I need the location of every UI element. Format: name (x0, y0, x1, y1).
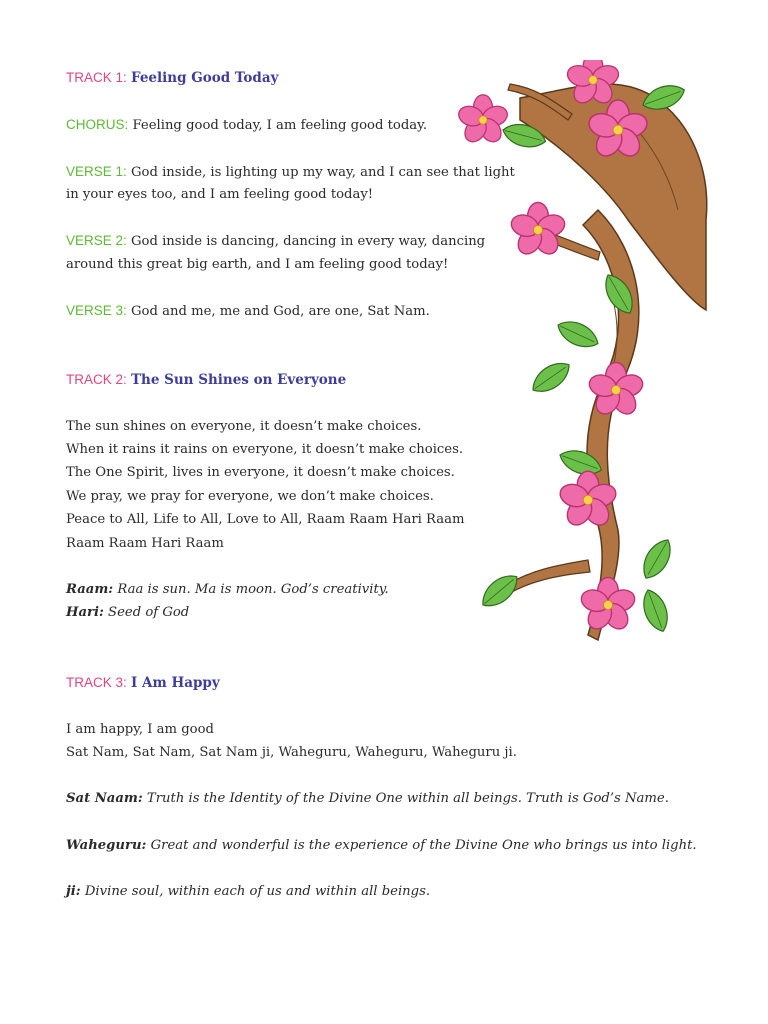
verse2-text1: God inside is dancing, dancing in every way, dancing (130, 234, 486, 249)
track2-lyric-line: Raam Raam Hari Raam (66, 536, 224, 551)
gloss-waheguru (66, 837, 697, 855)
chorus-line (66, 116, 427, 135)
gloss-raam (66, 581, 389, 599)
gloss-definition: Great and wonderful is the experience of the Divine One who brings us into light. (150, 838, 697, 853)
gloss-term: Waheguru: (66, 838, 147, 853)
verse2-line1 (66, 232, 485, 251)
track2-lyric-line: Peace to All, Life to All, Love to All, Raam Raam Hari Raam (66, 512, 465, 527)
gloss-term: Raam: (66, 582, 114, 597)
gloss-ji (66, 883, 430, 901)
track1-heading (66, 69, 278, 88)
track3-title: I Am Happy (130, 675, 220, 691)
gloss-definition: Divine soul, within each of us and within all beings. (84, 884, 431, 899)
gloss-term: Sat Naam: (66, 791, 143, 806)
verse1-label: VERSE 1: (66, 164, 127, 179)
gloss-definition: Truth is the Identity of the Divine One within all beings. Truth is God’s Name. (146, 791, 669, 806)
track2-heading (66, 371, 346, 390)
verse3-text: God and me, me and God, are one, Sat Nam. (130, 304, 430, 319)
track2-lyric-line: We pray, we pray for everyone, we don’t make choices. (66, 489, 434, 504)
track2-lyric-line: When it rains it rains on everyone, it doesn’t make choices. (66, 442, 464, 457)
gloss-sat-naam (66, 790, 669, 808)
gloss-definition: Seed of God (108, 605, 190, 620)
verse3-line (66, 302, 430, 321)
track2-label: TRACK 2: (66, 372, 127, 387)
verse1-line2: in your eyes too, and I am feeling good today! (66, 187, 374, 202)
gloss-hari (66, 604, 189, 622)
track1-label: TRACK 1: (66, 70, 127, 85)
verse3-label: VERSE 3: (66, 303, 127, 318)
track3-label: TRACK 3: (66, 675, 127, 690)
verse1-text1: God inside, is lighting up my way, and I can see that light (130, 165, 515, 180)
gloss-term: ji: (66, 884, 81, 899)
gloss-term: Hari: (66, 605, 104, 620)
track3-lyric-line: Sat Nam, Sat Nam, Sat Nam ji, Waheguru, Waheguru, Waheguru ji. (66, 745, 517, 760)
track1-title: Feeling Good Today (130, 70, 279, 86)
verse2-line2: around this great big earth, and I am feeling good today! (66, 257, 449, 272)
track2-title: The Sun Shines on Everyone (130, 372, 347, 388)
track2-lyric-line: The One Spirit, lives in everyone, it doesn’t make choices. (66, 465, 455, 480)
gloss-definition: Raa is sun. Ma is moon. God’s creativity. (117, 582, 389, 597)
chorus-label: CHORUS: (66, 117, 129, 132)
chorus-text: Feeling good today, I am feeling good today. (132, 118, 428, 133)
track3-heading (66, 674, 220, 693)
branch (498, 84, 707, 640)
track3-lyric-line: I am happy, I am good (66, 722, 215, 737)
verse2-label: VERSE 2: (66, 233, 127, 248)
track2-lyric-line: The sun shines on everyone, it doesn’t make choices. (66, 419, 422, 434)
cherry-blossom-branch-illustration (448, 60, 708, 680)
